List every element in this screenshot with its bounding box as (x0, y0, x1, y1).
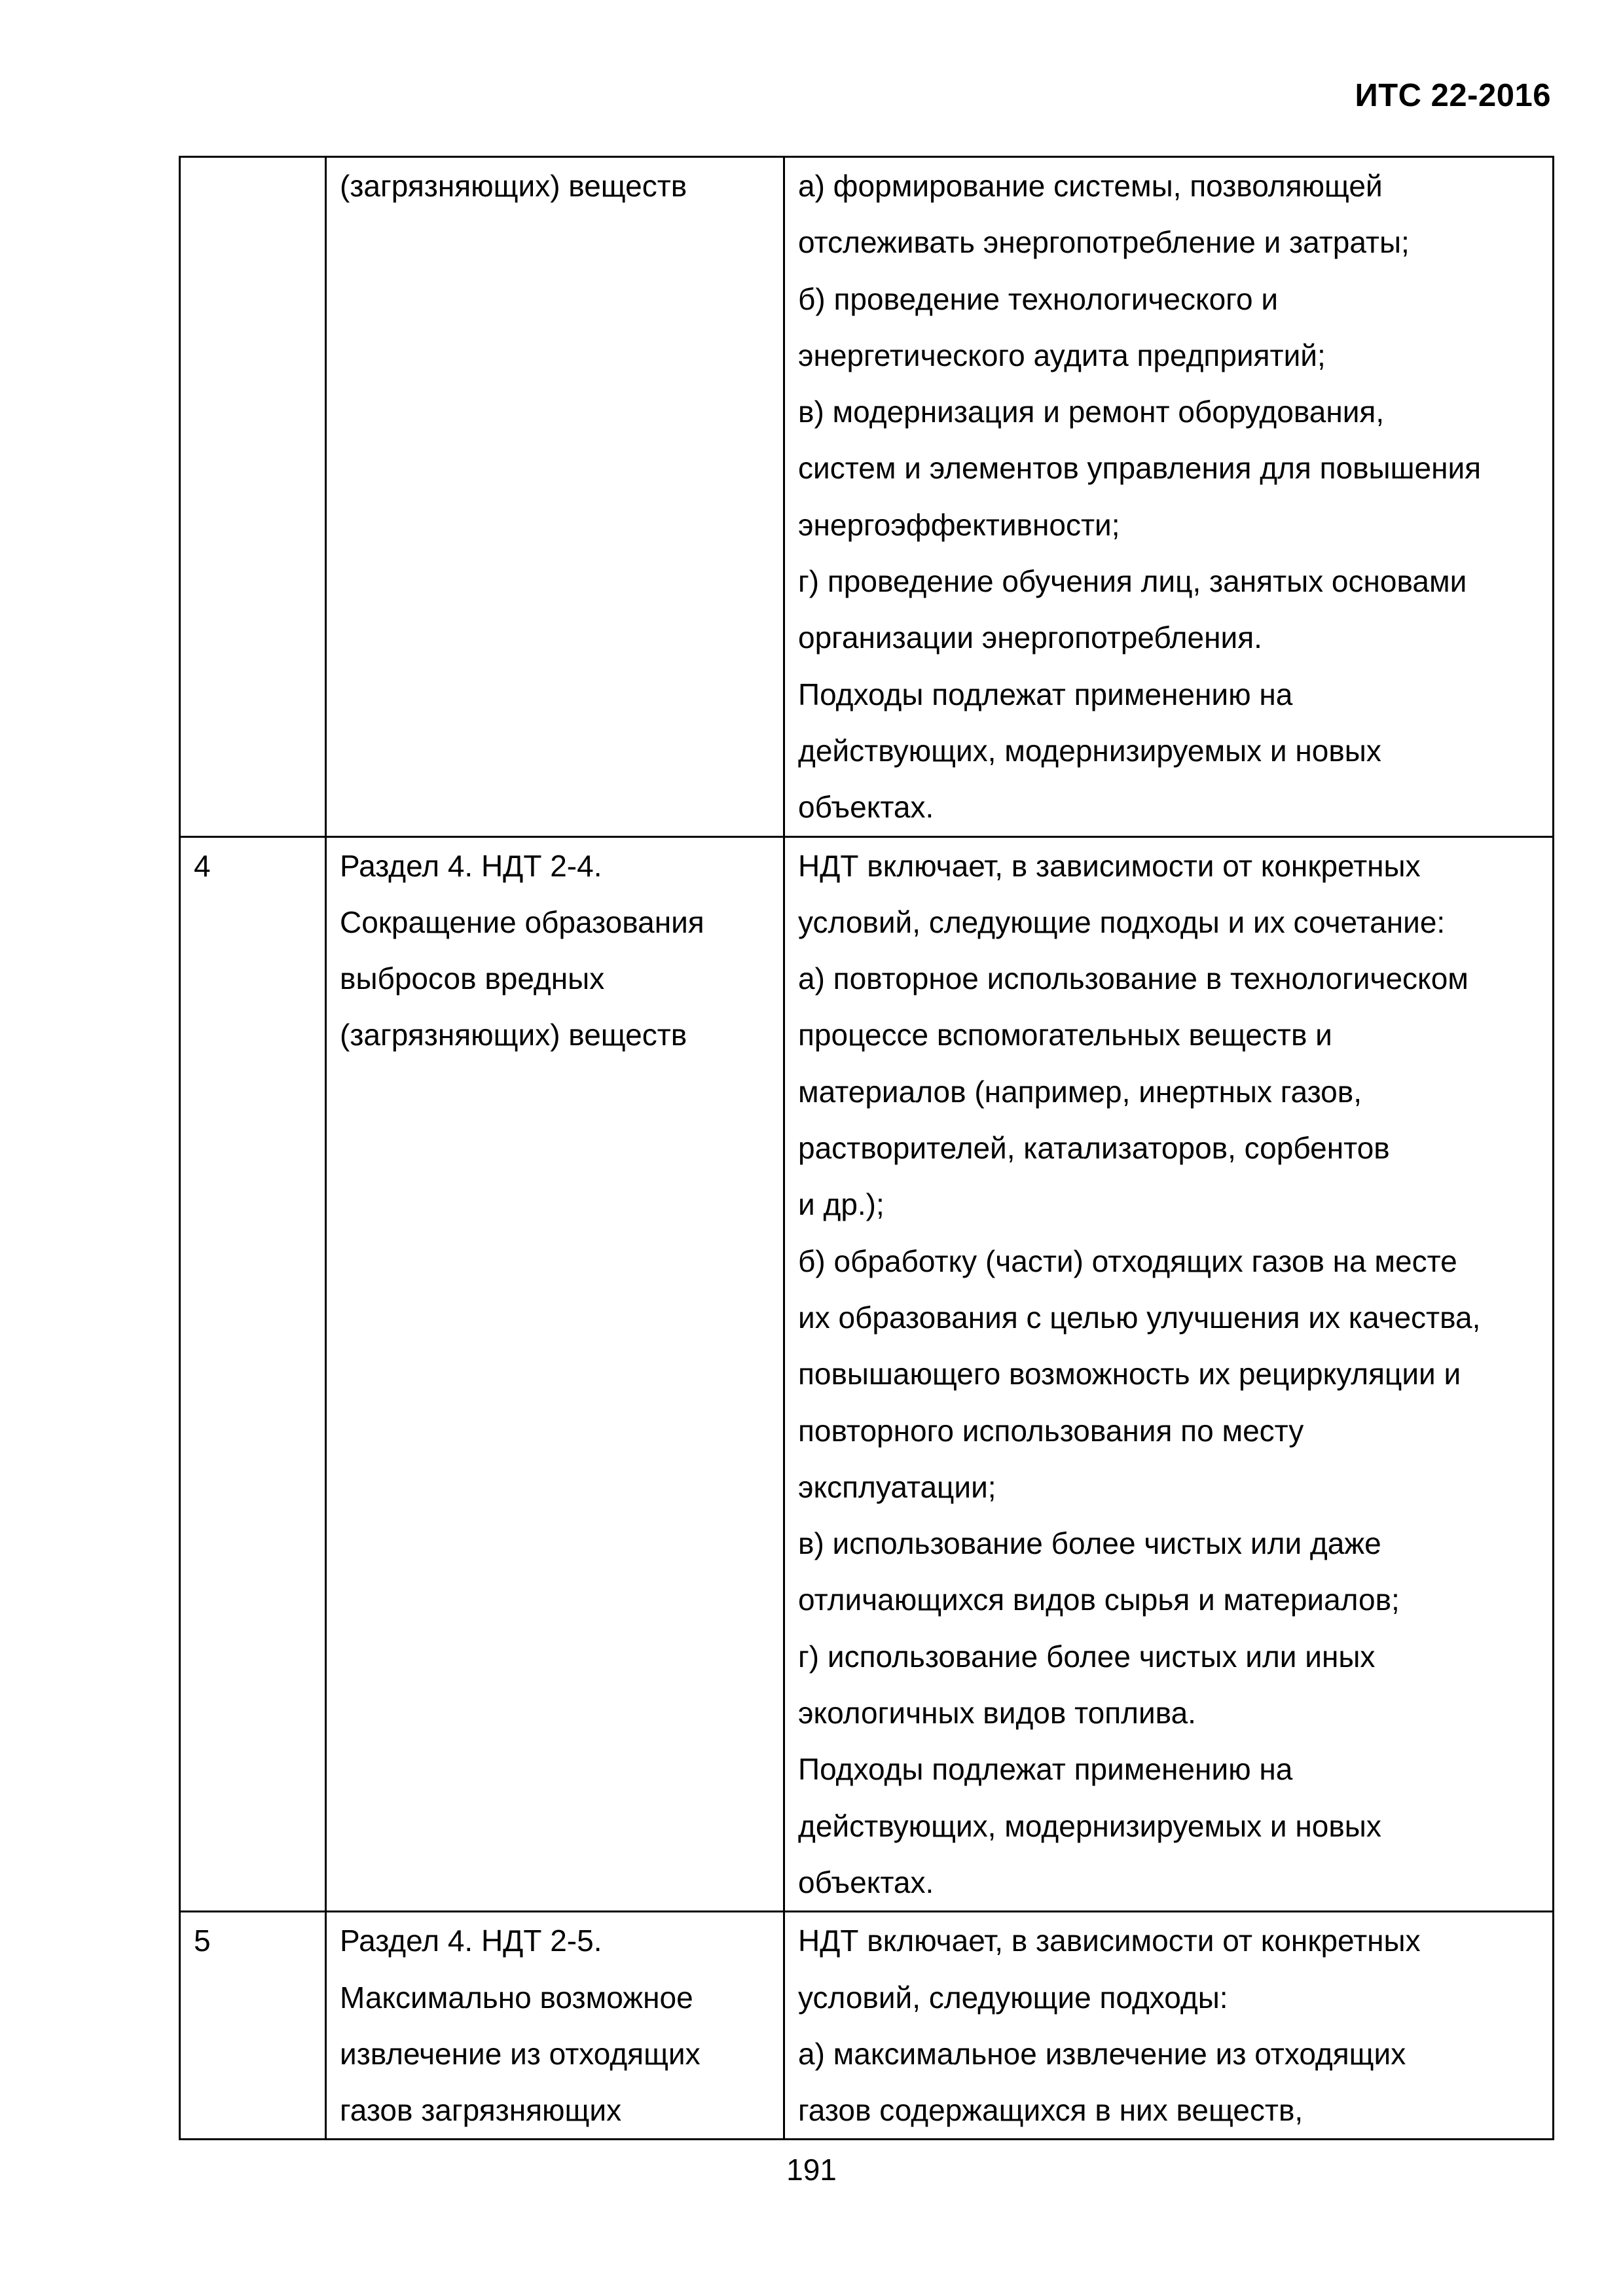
row-number-cell (180, 836, 326, 1912)
document-code: ИТС 22-2016 (1355, 78, 1551, 113)
description-text-line: растворителей, катализаторов, сорбентов (798, 1131, 1390, 1166)
page-number: 191 (786, 2153, 837, 2187)
description-text-line: г) использование более чистых или иных (798, 1639, 1376, 1674)
description-text-line: действующих, модернизируемых и новых (798, 1808, 1381, 1843)
description-cell (784, 836, 1554, 1912)
table-row (180, 1912, 1554, 2140)
section-text-line: Раздел 4. НДТ 2-5. (340, 1924, 602, 1958)
description-text-line: объектах. (798, 790, 934, 825)
row-number: 4 (194, 848, 211, 883)
description-text-line: их образования с целью улучшения их качества, (798, 1300, 1481, 1335)
table-row (180, 836, 1554, 1912)
description-text-line: отслеживать энергопотребление и затраты; (798, 225, 1410, 260)
section-cell (326, 157, 784, 837)
description-text-line: Подходы подлежат применению на (798, 1752, 1293, 1787)
section-text-line: (загрязняющих) веществ (340, 169, 687, 203)
description-text-line: эксплуатации; (798, 1469, 996, 1504)
row-number: 5 (194, 1924, 211, 1958)
description-text-line: повышающего возможность их рециркуляции и (798, 1357, 1461, 1391)
description-text-line: г) проведение обучения лиц, занятых основами (798, 564, 1467, 599)
row-number-cell (180, 157, 326, 837)
description-text-line: действующих, модернизируемых и новых (798, 733, 1381, 768)
description-text-line: условий, следующие подходы и их сочетание: (798, 905, 1446, 939)
section-text-line: Сокращение образования (340, 905, 704, 939)
section-text-line: извлечение из отходящих (340, 2036, 701, 2071)
description-text-line: объектах. (798, 1865, 934, 1899)
description-text-line: в) модернизация и ремонт оборудования, (798, 395, 1385, 429)
section-text-line: газов загрязняющих (340, 2093, 622, 2128)
description-cell (784, 157, 1554, 837)
description-cell (784, 1912, 1554, 2140)
description-text-line: Подходы подлежат применению на (798, 677, 1293, 711)
description-text-line: б) обработку (части) отходящих газов на месте (798, 1244, 1457, 1278)
table-row (180, 157, 1554, 837)
description-text-line: и др.); (798, 1187, 884, 1222)
description-text-line: повторного использования по месту (798, 1413, 1304, 1448)
description-text-line: отличающихся видов сырья и материалов; (798, 1583, 1400, 1617)
section-text-line: Раздел 4. НДТ 2-4. (340, 848, 602, 883)
row-number-cell (180, 1912, 326, 2140)
section-cell (326, 836, 784, 1912)
description-text-line: экологичных видов топлива. (798, 1696, 1196, 1731)
description-text-line: систем и элементов управления для повышения (798, 451, 1482, 486)
description-text-line: энергоэффективности; (798, 507, 1120, 542)
section-text-line: (загрязняющих) веществ (340, 1018, 687, 1052)
section-cell (326, 1912, 784, 2140)
description-text-line: энергетического аудита предприятий; (798, 338, 1326, 372)
description-text-line: а) повторное использование в технологическом (798, 961, 1468, 996)
description-text-line: процессе вспомогательных веществ и (798, 1018, 1332, 1052)
section-text-line: выбросов вредных (340, 961, 605, 996)
description-text-line: организации энергопотребления. (798, 620, 1262, 655)
description-text-line: в) использование более чистых или даже (798, 1526, 1381, 1561)
description-text-line: газов содержащихся в них веществ, (798, 2093, 1304, 2128)
description-text-line: б) проведение технологического и (798, 281, 1279, 316)
description-text-line: а) формирование системы, позволяющей (798, 169, 1383, 203)
description-text-line: а) максимальное извлечение из отходящих (798, 2036, 1406, 2071)
section-text-line: Максимально возможное (340, 1980, 693, 2015)
description-text-line: материалов (например, инертных газов, (798, 1074, 1362, 1109)
ndt-table (179, 156, 1554, 2140)
description-text-line: условий, следующие подходы: (798, 1980, 1228, 2015)
table-body (180, 157, 1554, 2140)
description-text-line: НДТ включает, в зависимости от конкретных (798, 848, 1421, 883)
description-text-line: НДТ включает, в зависимости от конкретных (798, 1924, 1421, 1958)
